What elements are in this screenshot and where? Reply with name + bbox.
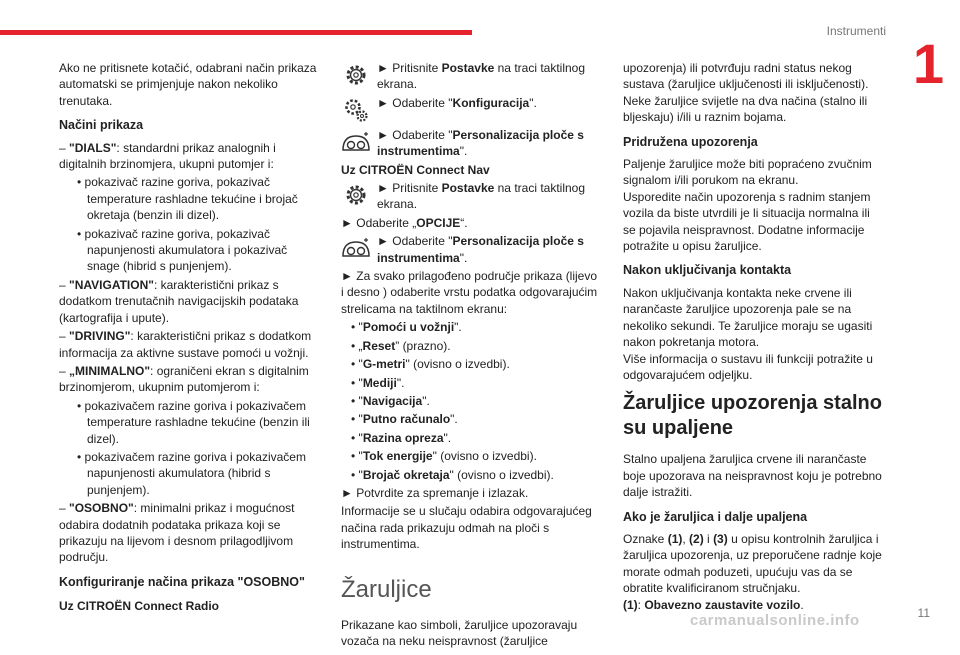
list-item: • pokazivač razine goriva, pokazivač temperature rashladne tekućine i brojač okretaja (benzin ili dizel). — [77, 175, 298, 223]
list-item: • "Tok energije" (ovisno o izvedbi). — [351, 449, 537, 464]
settings-gear-icon — [341, 180, 371, 210]
mode-osobno: – "OSOBNO": minimalni prikaz i mogućnost odabira dodatnih podataka prikaza koji se prikazuju na lijevom i desnom prilagodljivom području. — [59, 501, 295, 565]
info-paragraph: Informacije se u slučaju odabira odgovarajućeg načina rada prikazuju odmah na ploči s instrumentima. — [341, 504, 592, 552]
radio-heading: Uz CITROËN Connect Radio — [59, 599, 220, 614]
options-list — [341, 319, 603, 483]
column-3 — [623, 60, 885, 619]
mode-dials: – "DIALS": standardni prikaz analognih i digitalnih brzinomjera, ukupni putomjer i: — [59, 140, 276, 172]
intro-paragraph: Ako ne pritisnete kotačić, odabrani način prikaza automatski se primjenjuje nakon nekoliko trenutaka. — [59, 61, 317, 108]
config-heading: Konfiguriranje načina prikaza "OSOBNO" — [59, 574, 305, 589]
chapter-number: 1 — [912, 32, 944, 95]
paragraph: Stalno upaljena žaruljica crvene ili narančaste boje upozorava na neispravnost koju je potrebno dalje istražiti. — [623, 452, 882, 500]
list-item: • „Reset” (prazno). — [351, 338, 451, 353]
step-settings-nav: ► Pritisnite Postavke na traci taktilnog ekrana. — [341, 180, 603, 213]
paragraph: upozorenja) ili potvrđuju radni status nekog sustava (žaruljice uključenosti ili isključenosti). Neke žaruljice svijetle na dva načina (stalno ili bljeskaju) i/ili u raznim bojama. — [623, 61, 869, 125]
paragraph: Više informacija o sustavu ili funkciji potražite u odgovarajućem odjeljku. — [623, 351, 873, 382]
list-item: • "Navigacija". — [351, 393, 430, 408]
permanent-lamps-heading: Žaruljice upozorenja stalno su upaljene — [623, 392, 882, 440]
watermark: carmanualsonline.info — [690, 612, 860, 629]
step-configuration: ► Odaberite "Konfiguracija". — [341, 95, 603, 125]
paragraph: Nakon uključivanja kontakta neke crvene ili narančaste žaruljice upozorenja pale se na nekoliko sekundi. Te žaruljice moraju se ugasiti nakon pokretanja motora. — [623, 285, 873, 350]
list-item: • "Pomoći u vožnji". — [351, 320, 462, 335]
lamps-paragraph: Prikazane kao simboli, žaruljice upozoravaju vozača na neku neispravnost (žaruljice — [341, 617, 578, 648]
paragraph: Usporedite način upozorenja s radnim stanjem vozila da biste utvrdili je li situacija normalna ili se pojavila neispravnost. Dodatne informacije potražite u opisu žaruljice. — [623, 189, 871, 254]
step-personalization-radio: ► Odaberite "Personalizacija ploče s instrumentima". — [341, 127, 603, 160]
list-item: • "Razina opreza". — [351, 430, 452, 445]
step-options: ► Odaberite „OPCIJE“. — [341, 215, 468, 230]
column-1 — [59, 60, 321, 621]
paragraph: (1): Obavezno zaustavite vozilo. — [623, 597, 804, 612]
instrument-panel-icon — [341, 127, 371, 157]
instrument-panel-icon — [341, 233, 371, 263]
section-title: Instrumenti — [826, 24, 886, 38]
lamps-heading: Žaruljice — [341, 575, 432, 603]
step-confirm: ► Potvrdite za spremanje i izlazak. — [341, 485, 529, 500]
list-item: • pokazivačem razine goriva i pokazivačem temperature rashladne tekućine (benzin ili dizel). — [77, 398, 310, 446]
step-settings-radio: ► Pritisnite Postavke na traci taktilnog ekrana. — [341, 60, 603, 93]
paragraph: Paljenje žaruljice može biti popraćeno zvučnim signalom i/ili porukom na ekranu. — [623, 157, 872, 188]
list-item: • pokazivačem razine goriva i pokazivačem napunjenosti akumulatora (hibrid s punjenjem). — [77, 449, 306, 497]
settings-gear-icon — [341, 60, 371, 90]
list-item: • "Putno računalo". — [351, 412, 458, 427]
nav-heading: Uz CITROËN Connect Nav — [341, 162, 490, 177]
page-number: 11 — [917, 606, 930, 620]
column-2 — [341, 60, 603, 655]
list-item: • "Brojač okretaja" (ovisno o izvedbi). — [351, 467, 554, 482]
step-personalization-nav: ► Odaberite "Personalizacija ploče s instrumentima". — [341, 233, 603, 266]
configuration-gears-icon — [341, 95, 371, 125]
assoc-warnings-heading: Pridružena upozorenja — [623, 134, 758, 149]
paragraph: Oznake (1), (2) i (3) u opisu kontrolnih žaruljica i žaruljica upozorenja, uz preporučene radnje koje morate odmah poduzeti, upućuju vas da se obratite kvalificiranom stručnjaku. — [623, 531, 882, 596]
mode-navigation: – "NAVIGATION": karakteristični prikaz s dodatkom trenutačnih navigacijskih podataka (kartografija i upute). — [59, 277, 299, 325]
list-item: • "Mediji". — [351, 375, 405, 390]
header-accent-bar — [0, 30, 472, 35]
list-item: • pokazivač razine goriva, pokazivač napunjenosti akumulatora i pokazivač snage (hibrid s punjenjem). — [77, 226, 288, 274]
modes-heading: Načini prikaza — [59, 118, 144, 133]
step-choose-data: ► Za svako prilagođeno područje prikaza (lijevo i desno ) odaberite vrstu podatka odgovarajućim strelicama na taktilnom ekranu: — [341, 269, 598, 316]
mode-driving: – "DRIVING": karakteristični prikaz s dodatkom informacija za aktivne sustave pomoći u vožnji. — [59, 329, 312, 360]
after-ignition-heading: Nakon uključivanja kontakta — [623, 263, 792, 278]
still-lit-heading: Ako je žaruljica i dalje upaljena — [623, 509, 808, 524]
list-item: • "G-metri" (ovisno o izvedbi). — [351, 357, 510, 372]
mode-minimalno: – „MINIMALNO": ograničeni ekran s digitalnim brzinomjerom, ukupnim putomjerom i: — [59, 363, 309, 395]
